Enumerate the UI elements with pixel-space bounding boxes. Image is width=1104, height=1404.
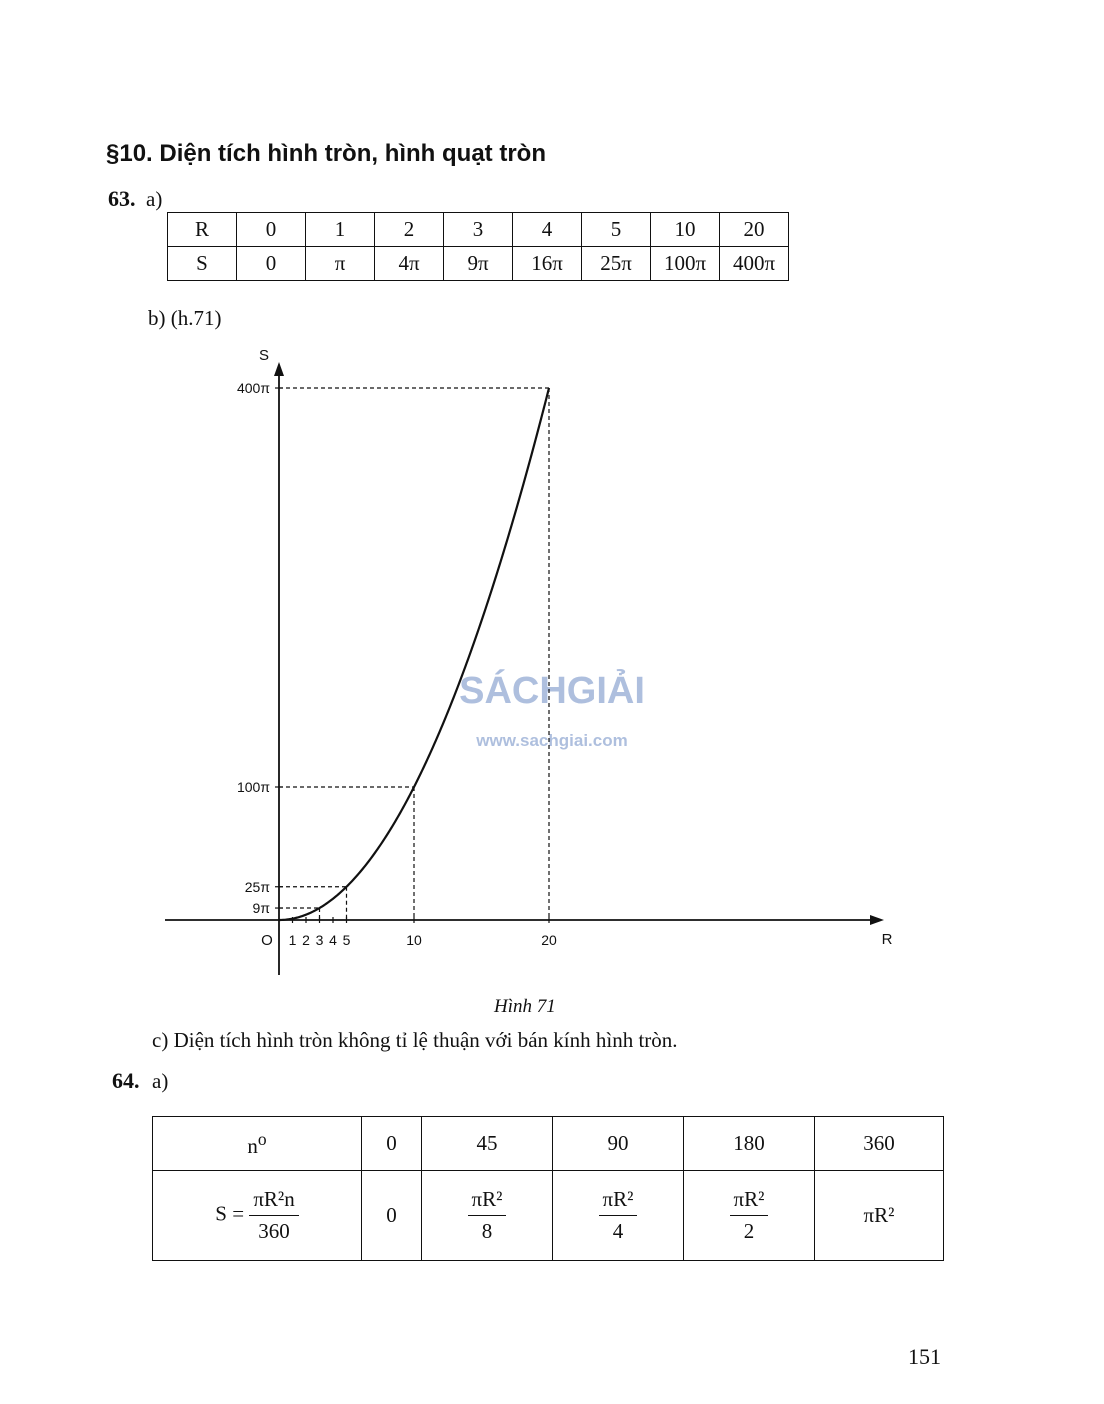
table-cell: 0 [237, 247, 306, 281]
sector-table [152, 1116, 944, 1261]
table-cell: 1 [306, 213, 375, 247]
x-tick-label: 2 [302, 932, 310, 948]
table-cell: 90 [553, 1117, 684, 1171]
table-cell: 9π [444, 247, 513, 281]
table-cell: S [168, 247, 237, 281]
table-cell: 4 [513, 213, 582, 247]
table-cell: 400π [720, 247, 789, 281]
formula-denominator: 360 [258, 1219, 290, 1243]
fraction-denominator: 8 [481, 1219, 493, 1243]
table-cell-formula [153, 1171, 362, 1261]
fraction-numerator: πR² [468, 1187, 507, 1216]
table-cell-header [153, 1117, 362, 1171]
table-cell: 0 [362, 1117, 422, 1171]
watermark-url: www.sachgiai.com [476, 731, 628, 750]
area-label: S = [215, 1201, 245, 1226]
table-cell: 10 [651, 213, 720, 247]
page-number: 151 [908, 1344, 941, 1369]
fraction [599, 1187, 638, 1244]
x-tick-label: 4 [329, 932, 337, 948]
fraction-numerator: πR² [599, 1187, 638, 1216]
table-cell: 16π [513, 247, 582, 281]
problem-63-part-a: a) [146, 187, 163, 211]
table-cell [684, 1171, 815, 1261]
x-tick-label: 1 [288, 932, 297, 948]
table-cell [553, 1171, 684, 1261]
table-cell: 100π [651, 247, 720, 281]
x-tick-label: 3 [315, 932, 324, 948]
y-axis-label: S [258, 347, 270, 364]
table-cell: 0 [237, 213, 306, 247]
watermark-brand: SÁCHGIẢI [459, 670, 645, 712]
x-axis-label: R [881, 931, 893, 948]
y-axis-arrow [274, 362, 284, 376]
y-tick-label: 400π [236, 380, 270, 396]
table-cell: 25π [582, 247, 651, 281]
table-cell: R [168, 213, 237, 247]
fraction-denominator: 4 [612, 1219, 624, 1243]
formula-numerator: πR²n [249, 1187, 298, 1216]
degree-label: n [247, 1133, 258, 1158]
table-row-sector-area [153, 1171, 944, 1261]
table-cell: 45 [422, 1117, 553, 1171]
x-tick-label: 5 [342, 932, 351, 948]
y-tick-label: 100π [236, 779, 270, 795]
section-title: §10. Diện tích hình tròn, hình quạt tròn [106, 140, 546, 167]
sector-area-formula [249, 1187, 298, 1244]
table-cell: 360 [815, 1117, 944, 1171]
problem-63-part-c: c) Diện tích hình tròn không tỉ lệ thuận với bán kính hình tròn. [152, 1028, 678, 1052]
table-cell: 2 [375, 213, 444, 247]
problem-63-number: 63. [108, 186, 136, 211]
table-cell [422, 1171, 553, 1261]
fraction [468, 1187, 507, 1244]
fraction-denominator: 2 [743, 1219, 755, 1243]
table-cell: π [306, 247, 375, 281]
x-tick-label: 20 [541, 932, 557, 948]
table-cell: 0 [362, 1171, 422, 1261]
table-cell: πR² [815, 1171, 944, 1261]
series-curve [279, 388, 549, 920]
origin-label: O [261, 932, 273, 949]
x-tick-label: 10 [406, 932, 422, 948]
table-cell: 3 [444, 213, 513, 247]
problem-64-part-a: a) [152, 1069, 169, 1093]
table-cell: 20 [720, 213, 789, 247]
fraction-numerator: πR² [730, 1187, 769, 1216]
table-row-degrees [153, 1117, 944, 1171]
y-tick-label: 9π [252, 900, 270, 917]
table-cell: 180 [684, 1117, 815, 1171]
table-cell: 4π [375, 247, 444, 281]
fraction [730, 1187, 769, 1244]
table-cell: 5 [582, 213, 651, 247]
x-axis-arrow [870, 915, 884, 925]
problem-64-number: 64. [112, 1068, 140, 1093]
degree-superscript: o [257, 1128, 267, 1149]
figure-caption: Hình 71 [494, 996, 556, 1017]
problem-63-part-b: b) (h.71) [148, 306, 222, 330]
y-tick-label: 25π [244, 878, 270, 895]
